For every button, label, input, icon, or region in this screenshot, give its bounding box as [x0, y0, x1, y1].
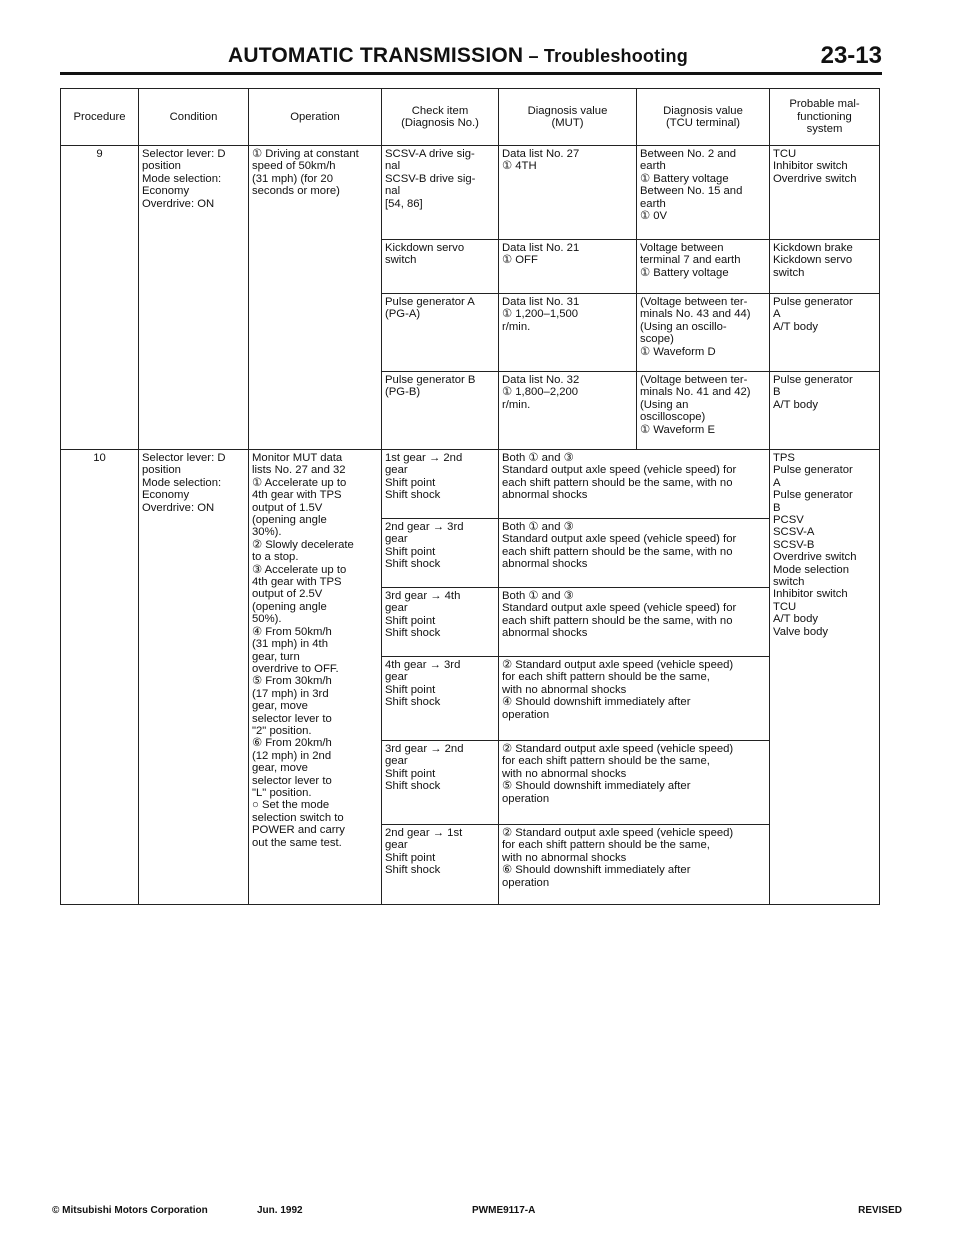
header-rule: [60, 72, 882, 75]
header-condition: Condition: [139, 89, 249, 146]
diagnosis-tcu-cell: Voltage between terminal 7 and earth ① Battery voltage: [637, 240, 770, 294]
header-probable-system: Probable mal- functioning system: [770, 89, 880, 146]
check-item-cell: 1st gear → 2nd gear Shift point Shift shock: [382, 450, 499, 519]
table-header-row: [61, 89, 880, 146]
diagnosis-combined-cell: Both ① and ③ Standard output axle speed (vehicle speed) for each shift pattern should be the same, with no abnormal shocks: [499, 519, 770, 588]
check-item-cell: Kickdown servo switch: [382, 240, 499, 294]
page-number: 23-13: [820, 42, 882, 69]
diagnosis-mut-cell: Data list No. 32 ① 1,800–2,200 r/min.: [499, 372, 637, 450]
table-row: [61, 450, 880, 519]
diagnosis-tcu-cell: (Voltage between ter- minals No. 43 and 44) (Using an oscillo- scope) ① Waveform D: [637, 294, 770, 372]
check-item-cell: 2nd gear → 1st gear Shift point Shift shock: [382, 825, 499, 905]
probable-system-cell: Kickdown brake Kickdown servo switch: [770, 240, 880, 294]
title-main: AUTOMATIC TRANSMISSION: [228, 44, 524, 67]
check-item-cell: 2nd gear → 3rd gear Shift point Shift shock: [382, 519, 499, 588]
table-row: [61, 146, 880, 240]
header-check-item: Check item (Diagnosis No.): [382, 89, 499, 146]
diagnosis-tcu-cell: Between No. 2 and earth ① Battery voltage Between No. 15 and earth ① 0V: [637, 146, 770, 240]
page-header: [60, 40, 882, 74]
footer-copyright: © Mitsubishi Motors Corporation: [52, 1205, 208, 1216]
header-operation: Operation: [249, 89, 382, 146]
probable-system-cell: Pulse generator B A/T body: [770, 372, 880, 450]
page-title: [228, 44, 688, 68]
probable-system-cell: Pulse generator A A/T body: [770, 294, 880, 372]
diagnosis-tcu-cell: (Voltage between ter- minals No. 41 and 42) (Using an oscilloscope) ① Waveform E: [637, 372, 770, 450]
check-item-cell: 3rd gear → 2nd gear Shift point Shift shock: [382, 741, 499, 825]
operation-cell: ① Driving at constant speed of 50km/h (31 mph) (for 20 seconds or more): [249, 146, 382, 450]
check-item-cell: Pulse generator B (PG-B): [382, 372, 499, 450]
diagnosis-combined-cell: Both ① and ③ Standard output axle speed (vehicle speed) for each shift pattern should be the same, with no abnormal shocks: [499, 588, 770, 657]
title-sub: Troubleshooting: [543, 46, 688, 66]
condition-cell: Selector lever: D position Mode selection: Economy Overdrive: ON: [139, 450, 249, 905]
procedure-number: 9: [61, 146, 139, 450]
probable-system-cell: TPS Pulse generator A Pulse generator B PCSV SCSV-A SCSV-B Overdrive switch Mode selection switch Inhibitor switch TCU A/T body Valve body: [770, 450, 880, 905]
diagnosis-combined-cell: ② Standard output axle speed (vehicle speed) for each shift pattern should be the same, with no abnormal shocks ④ Should downshift immediately after operation: [499, 657, 770, 741]
check-item-cell: Pulse generator A (PG-A): [382, 294, 499, 372]
operation-cell: Monitor MUT data lists No. 27 and 32 ① Accelerate up to 4th gear with TPS output of 1.5V (opening angle 30%). ② Slowly decelerate to a stop. ③ Accelerate up to 4th gear with TPS output of 2.5V (opening angle 50%). ④ From 50km/h (31 mph) in 4th gear, turn overdrive to OFF. ⑤ From 30km/h (17 mph) in 3rd gear, move selector lever to "2" position. ⑥ From 20km/h (12 mph) in 2nd gear, move selector lever to "L" position. ○ Set the mode selection switch to POWER and carry out the same test.: [249, 450, 382, 905]
probable-system-cell: TCU Inhibitor switch Overdrive switch: [770, 146, 880, 240]
check-item-cell: SCSV-A drive sig- nal SCSV-B drive sig- nal [54, 86]: [382, 146, 499, 240]
footer-date: Jun. 1992: [257, 1205, 303, 1216]
title-separator: –: [523, 46, 544, 66]
condition-cell: Selector lever: D position Mode selection: Economy Overdrive: ON: [139, 146, 249, 450]
diagnosis-mut-cell: Data list No. 27 ① 4TH: [499, 146, 637, 240]
header-procedure: Procedure: [61, 89, 139, 146]
diagnosis-combined-cell: ② Standard output axle speed (vehicle speed) for each shift pattern should be the same, with no abnormal shocks ⑥ Should downshift immediately after operation: [499, 825, 770, 905]
footer-status: REVISED: [858, 1205, 902, 1216]
diagnosis-combined-cell: ② Standard output axle speed (vehicle speed) for each shift pattern should be the same, with no abnormal shocks ⑤ Should downshift immediately after operation: [499, 741, 770, 825]
check-item-cell: 3rd gear → 4th gear Shift point Shift shock: [382, 588, 499, 657]
diagnosis-mut-cell: Data list No. 21 ① OFF: [499, 240, 637, 294]
diagnosis-mut-cell: Data list No. 31 ① 1,200–1,500 r/min.: [499, 294, 637, 372]
troubleshooting-table: [60, 88, 880, 905]
footer-code: PWME9117-A: [472, 1205, 536, 1216]
header-diagnosis-mut: Diagnosis value (MUT): [499, 89, 637, 146]
header-diagnosis-tcu: Diagnosis value (TCU terminal): [637, 89, 770, 146]
check-item-cell: 4th gear → 3rd gear Shift point Shift shock: [382, 657, 499, 741]
diagnosis-combined-cell: Both ① and ③ Standard output axle speed (vehicle speed) for each shift pattern should be the same, with no abnormal shocks: [499, 450, 770, 519]
procedure-number: 10: [61, 450, 139, 905]
